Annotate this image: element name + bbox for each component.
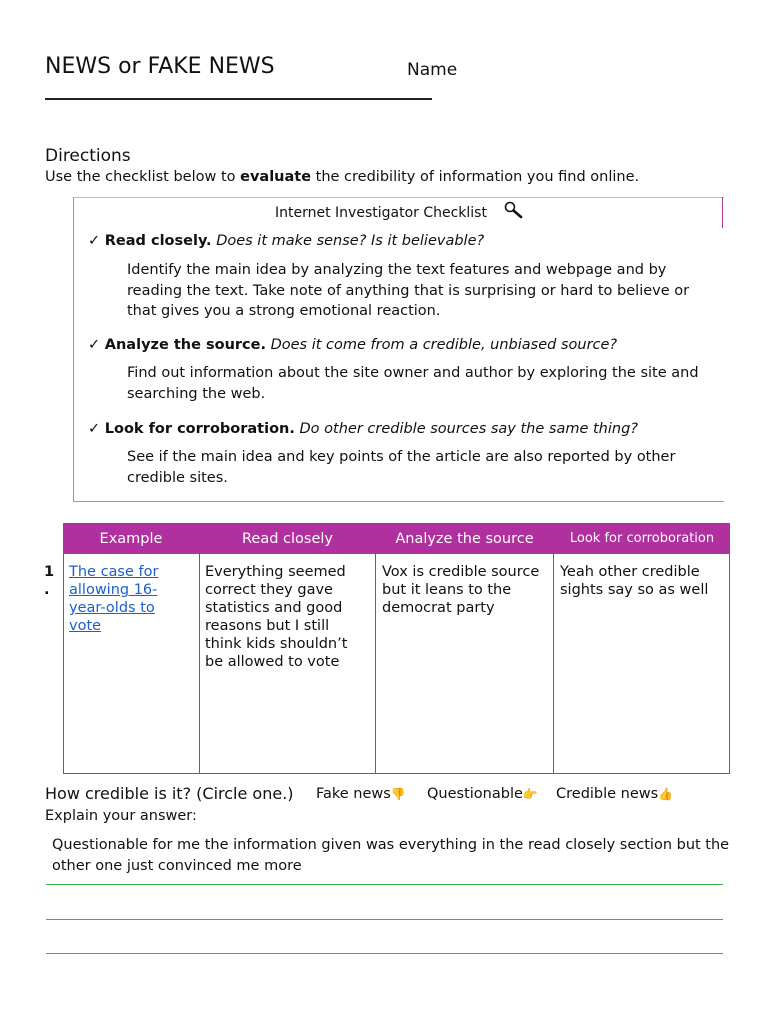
directions-heading: Directions (45, 146, 131, 166)
pointing-hand-icon: 👉 (522, 787, 538, 801)
explain-label: Explain your answer: (45, 808, 197, 824)
checklist-item-body: See if the main idea and key points of the article are also reported by other credible sites. (127, 449, 676, 486)
option-label: Questionable (427, 786, 523, 802)
header-example: Example (63, 523, 199, 554)
answer-line (46, 919, 723, 920)
item-heading: Read closely. (104, 233, 212, 249)
column-border (553, 523, 554, 773)
cell-analyze-source: Vox is credible source but it leans to the democrat party (382, 564, 540, 616)
checklist-item-corroboration (88, 421, 638, 437)
credibility-question: How credible is it? (Circle one.) (45, 784, 294, 803)
directions-text-bold: evaluate (240, 169, 312, 185)
check-icon: ✓ (88, 421, 101, 437)
table-bottom-border (63, 773, 730, 774)
column-border (375, 523, 376, 773)
directions-text-after: the credibility of information you find online. (311, 169, 640, 185)
option-credible-news[interactable] (556, 786, 673, 802)
row-number-digit: 1 (44, 564, 55, 580)
checklist-right-mark (722, 197, 723, 228)
checklist-title: Internet Investigator Checklist (275, 205, 487, 221)
thumbs-down-icon: 👎 (390, 787, 406, 801)
column-border (199, 523, 200, 773)
checklist-item-body: Find out information about the site owner and author by exploring the site and searching the web. (127, 365, 699, 402)
row-number (44, 563, 54, 599)
item-question: Does it come from a credible, unbiased source? (270, 337, 618, 353)
header-corroboration: Look for corroboration (554, 523, 730, 554)
directions-text (45, 169, 639, 185)
option-questionable[interactable] (427, 786, 538, 802)
header-analyze-source: Analyze the source (376, 523, 553, 554)
thumbs-up-icon: 👍 (658, 787, 674, 801)
directions-text-before: Use the checklist below to (45, 169, 241, 185)
option-label: Fake news (316, 786, 391, 802)
item-question: Do other credible sources say the same thing? (299, 421, 638, 437)
cell-example (69, 563, 171, 635)
checklist-item-body: Identify the main idea by analyzing the text features and webpage and by reading the text. Take note of anything that is surprising or hard to believe or that gives you a strong emotional reaction. (127, 262, 690, 319)
answer-text[interactable]: Questionable for me the information given was everything in the read closely section but the other one just convinced me more (52, 837, 730, 874)
page-title: NEWS or FAKE NEWS (45, 54, 275, 79)
column-border (63, 523, 64, 773)
cell-read-closely: Everything seemed correct they gave statistics and good reasons but I still think kids shouldn’t be allowed to vote (205, 564, 348, 670)
evaluation-table (63, 523, 730, 773)
option-label: Credible news (556, 786, 659, 802)
checklist-item-analyze-source (88, 337, 617, 353)
example-link[interactable]: The case for allowing 16-year-olds to vote (69, 564, 159, 634)
name-underline (45, 98, 432, 100)
answer-line (46, 953, 723, 954)
magnifying-glass-icon (503, 200, 523, 220)
answer-line (46, 884, 723, 885)
header-read-closely: Read closely (200, 523, 375, 554)
checklist-item-read-closely (88, 233, 484, 249)
name-label: Name (407, 60, 458, 80)
cell-corroboration: Yeah other credible sights say so as well (560, 564, 709, 598)
column-border (729, 523, 730, 773)
option-fake-news[interactable] (316, 786, 406, 802)
item-question: Does it make sense? Is it believable? (216, 233, 485, 249)
check-icon: ✓ (88, 233, 101, 249)
item-heading: Analyze the source. (104, 337, 266, 353)
check-icon: ✓ (88, 337, 101, 353)
row-number-dot: . (44, 582, 50, 598)
item-heading: Look for corroboration. (104, 421, 295, 437)
